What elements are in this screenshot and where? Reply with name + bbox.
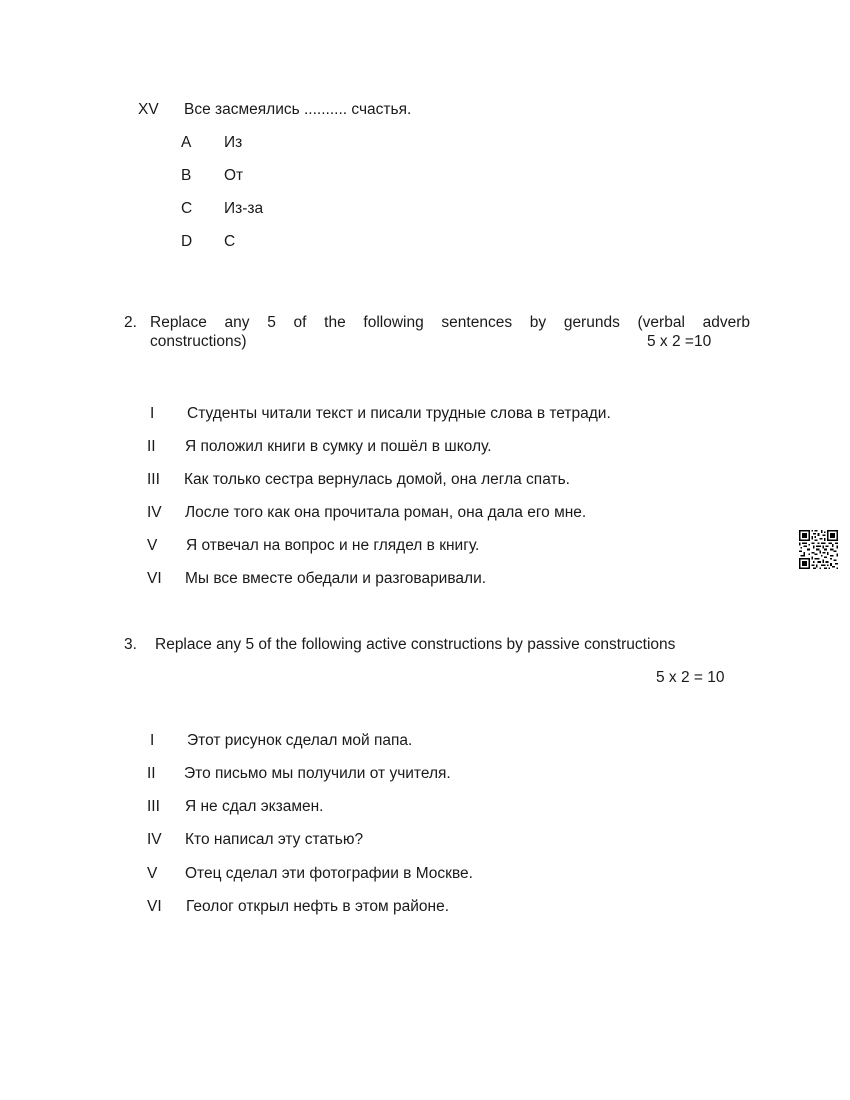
item-number: VI bbox=[147, 898, 162, 915]
item-text: Я положил книги в сумку и пошёл в школу. bbox=[185, 438, 492, 455]
option-letter: B bbox=[181, 167, 192, 184]
section-number: 2. bbox=[124, 314, 137, 331]
option-text: Из bbox=[224, 134, 243, 151]
item-number: II bbox=[147, 765, 156, 782]
item-text: Студенты читали текст и писали трудные слова в тетради. bbox=[187, 405, 611, 422]
item-number: II bbox=[147, 438, 156, 455]
option-text: С bbox=[224, 233, 236, 250]
option-letter: D bbox=[181, 233, 193, 250]
item-text: Кто написал эту статью? bbox=[185, 831, 364, 848]
item-text: Это письмо мы получили от учителя. bbox=[184, 765, 451, 782]
item-number: I bbox=[150, 732, 155, 749]
section-instruction-line1: Replace any 5 of the following active constructions by passive constructions bbox=[155, 636, 676, 653]
item-text: Я отвечал на вопрос и не глядел в книгу. bbox=[186, 537, 480, 554]
item-text: Отец сделал эти фотографии в Москве. bbox=[185, 865, 473, 882]
item-number: III bbox=[147, 471, 160, 488]
option-letter: C bbox=[181, 200, 193, 217]
question-number: XV bbox=[138, 101, 159, 118]
option-letter: A bbox=[181, 134, 192, 151]
section-number: 3. bbox=[124, 636, 137, 653]
option-text: Из-за bbox=[224, 200, 264, 217]
item-text: Лосле того как она прочитала роман, она дала его мне. bbox=[185, 504, 587, 521]
item-text: Я не сдал экзамен. bbox=[185, 798, 324, 815]
item-text: Геолог открыл нефть в этом районе. bbox=[186, 898, 450, 915]
item-number: VI bbox=[147, 570, 162, 587]
qr-code-icon bbox=[799, 530, 838, 569]
section-instruction-line2: constructions) bbox=[150, 333, 247, 350]
item-text: Мы все вместе обедали и разговаривали. bbox=[185, 570, 487, 587]
question-text: Все засмеялись .......... счастья. bbox=[184, 101, 412, 118]
section-marks: 5 x 2 =10 bbox=[647, 333, 712, 350]
item-number: V bbox=[147, 865, 158, 882]
item-number: III bbox=[147, 798, 160, 815]
item-text: Как только сестра вернулась домой, она легла спать. bbox=[184, 471, 570, 488]
section-instruction-line1: Replace any 5 of the following sentences by gerunds (verbal adverb bbox=[150, 314, 750, 331]
item-number: V bbox=[147, 537, 158, 554]
item-text: Этот рисунок сделал мой папа. bbox=[187, 732, 413, 749]
item-number: IV bbox=[147, 504, 162, 521]
option-text: От bbox=[224, 167, 244, 184]
section-marks: 5 x 2 = 10 bbox=[656, 669, 725, 686]
item-number: IV bbox=[147, 831, 162, 848]
item-number: I bbox=[150, 405, 155, 422]
